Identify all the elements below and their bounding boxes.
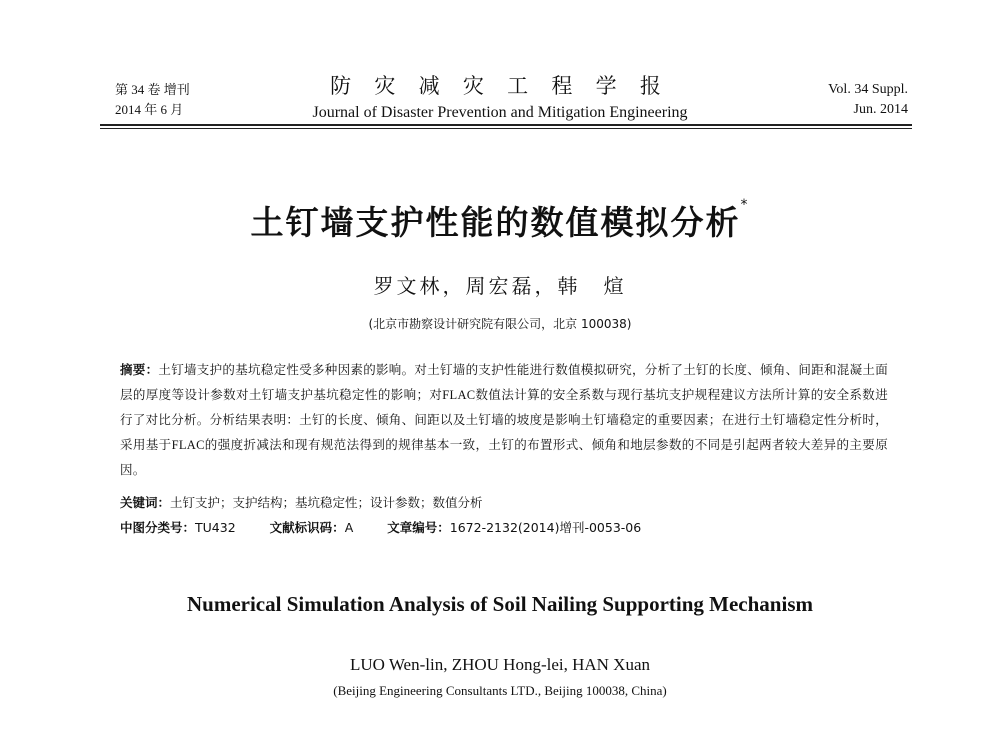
volume-cn: 第 34 卷 增刊 [115, 82, 190, 97]
keywords-text: 土钉支护；支护结构；基坑稳定性；设计参数；数值分析 [170, 495, 483, 510]
title-footnote-mark: * [740, 197, 750, 213]
header-rule-thick [100, 124, 912, 126]
articleno-label: 文章编号： [387, 520, 450, 535]
journal-name-cn: 防 灾 减 灾 工 程 学 报 [330, 74, 670, 98]
date-en: Jun. 2014 [853, 102, 908, 117]
classification-line [120, 518, 641, 538]
doccode-value: A [344, 520, 354, 535]
header-issue-en [828, 80, 908, 120]
header-rule-thin [100, 128, 912, 129]
articleno-value: 1672-2132(2014)增刊-0053-06 [449, 520, 642, 535]
affiliation-en: (Beijing Engineering Consultants LTD., Beijing 100038, China) [333, 683, 667, 698]
clc-label: 中图分类号： [120, 520, 196, 535]
keywords-label: 关键词： [120, 495, 171, 510]
clc-value: TU432 [195, 520, 236, 535]
journal-name-en: Journal of Disaster Prevention and Mitigation Engineering [312, 104, 688, 121]
abstract-label: 摘要： [120, 362, 159, 377]
article-title-cn [0, 197, 1000, 244]
authors-en: LUO Wen-lin, ZHOU Hong-lei, HAN Xuan [349, 655, 650, 674]
abstract-cn [120, 357, 888, 483]
doccode-label: 文献标识码： [269, 520, 345, 535]
title-cn-text: 土钉墙支护性能的数值模拟分析 [250, 203, 741, 242]
authors-cn: 罗文林，周宏磊，韩 煊 [373, 276, 627, 298]
affiliation-cn: (北京市勘察设计研究院有限公司，北京 100038) [368, 317, 632, 331]
abstract-text: 土钉墙支护的基坑稳定性受多种因素的影响。对土钉墙的支护性能进行数值模拟研究，分析了土钉的长度、倾角、间距和混凝土面层的厚度等设计参数对土钉墙支护基坑稳定性的影响；对FLAC数值法计算的安全系数与现行基坑支护规程建议方法所计算的安全系数进行了对比分析。分析结果表明：土钉的长度、倾角、间距以及土钉墙的坡度是影响土钉墙稳定的重要因素；在进行土钉墙稳定性分析时，采用基于FLAC的强度折减法和现有规范法得到的规律基本一致，土钉的布置形式、倾角和地层参数的不同是引起两者较大差异的主要原因。 [120, 363, 889, 477]
volume-en: Vol. 34 Suppl. [828, 82, 908, 97]
keywords-line [120, 493, 483, 513]
article-title-en: Numerical Simulation Analysis of Soil Nailing Supporting Mechanism [186, 592, 813, 616]
date-cn: 2014 年 6 月 [115, 102, 184, 117]
